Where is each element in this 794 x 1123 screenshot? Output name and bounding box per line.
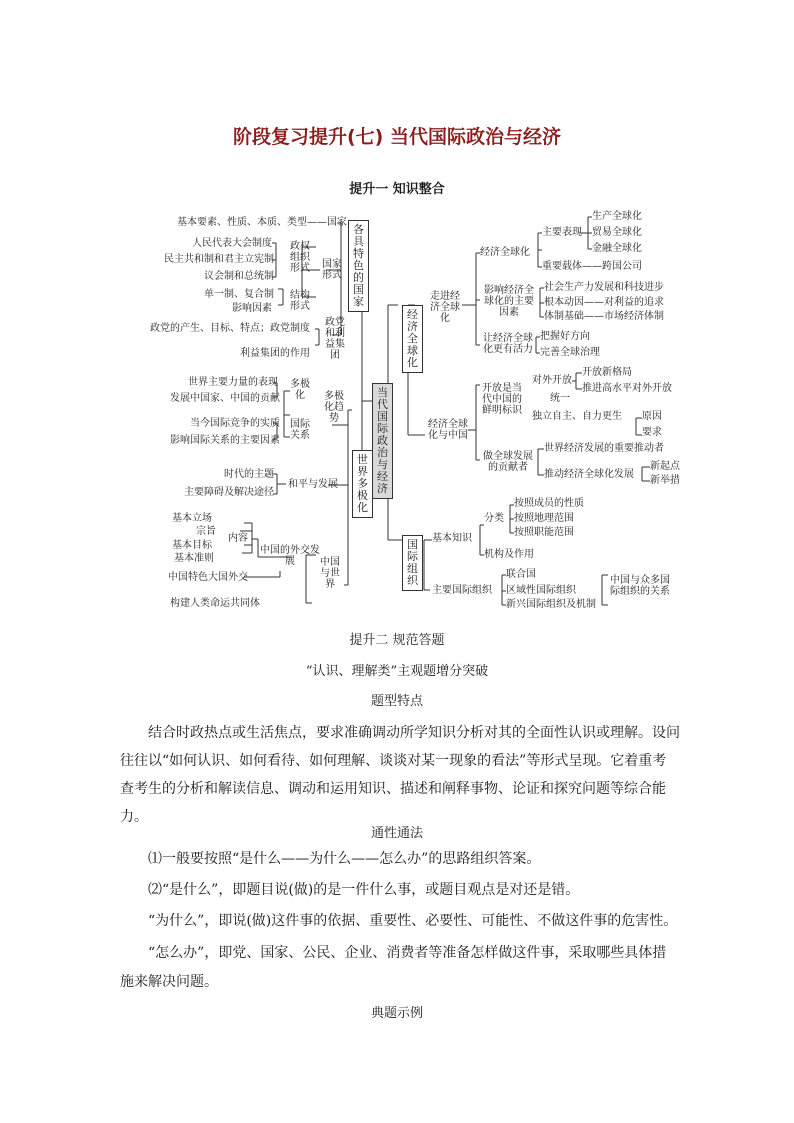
node-china-organizations: 中国与众多国际组织的关系 — [610, 575, 670, 597]
branch-economic-globalization: 经济全球化 — [402, 305, 423, 373]
node-by-member-nature: 按照成员的性质 — [514, 498, 584, 509]
node-self-reliance: 独立自主、自力更生 — [532, 411, 622, 422]
branch-international-organizations: 国际组织 — [402, 535, 423, 591]
section-heading-knowledge: 提升一 知识整合 — [349, 182, 445, 197]
node-regime-form: 政权组织形式 — [290, 241, 310, 274]
method-step-1: ⑴一般要按照“是什么——为什么——怎么办”的思路组织答案。 — [148, 851, 541, 867]
node-obstacles-solutions: 主要障碍及解决途径 — [184, 487, 274, 498]
node-multinationals: 重要载体——跨国公司 — [542, 261, 642, 272]
node-main-manifestations: 主要表现 — [542, 227, 582, 238]
node-root-motive: 根本动因——对利益的追求 — [544, 297, 664, 308]
node-opening-up: 对外开放 — [532, 375, 572, 386]
node-unitary-compound: 单一制、复合制 — [204, 289, 274, 300]
node-global-contributor: 做全球发展的贡献者 — [483, 451, 533, 473]
node-major-forces: 世界主要力量的表现 — [188, 377, 278, 388]
node-requirement: 要求 — [642, 427, 662, 438]
node-classification: 分类 — [484, 513, 504, 524]
node-state-form: 国家形式 — [322, 259, 342, 281]
node-shared-future: 构建人类命运共同体 — [170, 598, 260, 609]
node-right-direction: 把握好方向 — [540, 331, 590, 342]
heading-general-method: 通性通法 — [370, 826, 423, 841]
node-major-country-diplomacy: 中国特色大国外交 — [168, 572, 248, 583]
node-institutional-basis: 体制基础——市场经济体制 — [544, 311, 664, 322]
node-economic-driver: 世界经济发展的重要推动者 — [544, 443, 664, 454]
node-diplomacy-development: 中国的外交发展 — [260, 545, 320, 567]
node-promote-globalization: 推动经济全球化发展 — [544, 469, 634, 480]
node-peace-development: 和平与发展 — [288, 479, 338, 490]
document-title: 阶段复习提升(七) 当代国际政治与经济 — [233, 126, 561, 148]
node-basic-norms: 基本准则 — [174, 553, 214, 564]
node-productivity-tech: 社会生产力发展和科技进步 — [544, 282, 664, 293]
node-globalization-china: 经济全球化与中国 — [428, 419, 468, 441]
node-basic-stance: 基本立场 — [172, 513, 212, 524]
node-more-vitality: 让经济全球化更有活力 — [483, 333, 533, 355]
node-basic-goal: 基本目标 — [172, 540, 212, 551]
node-npc-system: 人民代表大会制度 — [192, 238, 272, 249]
node-parliament-president: 议会制和总统制 — [204, 271, 274, 282]
node-finance-globalization: 金融全球化 — [592, 243, 642, 254]
node-regional-organizations: 区域性国际组织 — [506, 585, 576, 596]
node-united-nations: 联合国 — [506, 569, 536, 580]
node-country-basics: 基本要素、性质、本质、类型——国家 — [177, 217, 347, 228]
node-multipolar: 多极化 — [290, 379, 310, 401]
node-republic-monarchy: 民主共和制和君主立宪制 — [164, 254, 274, 265]
node-multipolar-trend: 多极化趋势 — [324, 391, 344, 424]
node-new-measures: 新举措 — [650, 475, 680, 486]
heading-features: 题型特点 — [370, 694, 423, 709]
node-party-system: 政党的产生、目标、特点；政党制度 — [150, 323, 310, 334]
method-step-2: ⑵“是什么”，即题目说(做)的是一件什么事，或题目观点是对还是错。 — [148, 882, 580, 898]
node-global-governance: 完善全球治理 — [540, 347, 600, 358]
node-unity: 统一 — [550, 393, 570, 404]
node-relation-factors: 影响国际关系的主要因素 — [170, 435, 280, 446]
node-opening-identity: 开放是当代中国的鲜明标识 — [482, 383, 522, 416]
heading-example: 典题示例 — [370, 1006, 423, 1021]
node-globalization-factors: 影响经济全球化的主要因素 — [484, 285, 534, 318]
node-developing-countries: 发展中国家、中国的贡献 — [170, 393, 280, 404]
node-globalization: 经济全球化 — [480, 247, 530, 258]
node-structure-form: 结构形式 — [290, 290, 310, 312]
branch-countries: 各具特色的国家 — [348, 220, 369, 312]
node-international-relations: 国际关系 — [290, 419, 310, 441]
node-major-organizations: 主要国际组织 — [432, 585, 492, 596]
node-emerging-mechanisms: 新兴国际组织及机制 — [506, 599, 596, 610]
node-by-geography: 按照地理范围 — [514, 513, 574, 524]
node-reason: 原因 — [642, 411, 662, 422]
subheading-question-type: “认识、理解类”主观题增分突破 — [305, 664, 489, 679]
node-purpose: 宗旨 — [196, 526, 216, 537]
node-influence-factors: 影响因素 — [232, 303, 272, 314]
branch-multipolarity: 世界多极化 — [352, 450, 373, 518]
node-content: 内容 — [228, 533, 248, 544]
section-heading-answering: 提升二 规范答题 — [349, 633, 445, 648]
node-high-level-opening: 推进高水平对外开放 — [582, 383, 672, 394]
method-step-3: “为什么”，即说(做)这件事的依据、重要性、必要性、可能性、不做这件事的危害性。 — [148, 913, 678, 929]
root-node-contemporary-politics-economy: 当代国际政治与经济 — [372, 383, 393, 499]
node-production-globalization: 生产全球化 — [592, 211, 642, 222]
method-step-4: “怎么办”，即党、国家、公民、企业、消费者等准备怎样做这件事，采取哪些具体措施来解决问题。 — [120, 945, 667, 990]
node-into-globalization: 走进经济全球化 — [430, 291, 460, 324]
node-competition-essence: 当今国际竞争的实质 — [190, 418, 280, 429]
knowledge-mind-map — [140, 205, 700, 615]
paragraph-features: 结合时政热点或生活焦点，要求准确调动所学知识分析对其的全面性认识或理解。设问往往以“如何认识、如何看待、如何理解、谈谈对某一现象的看法”等形式呈现。它着重考查考生的分析和解读信息、调动和运用知识、描述和阐释事物、论证和探究问题等综合能力。 — [120, 725, 680, 825]
node-new-starting-point: 新起点 — [650, 461, 680, 472]
node-by-function: 按照职能范围 — [514, 527, 574, 538]
node-interest-groups: 利益集团的作用 — [240, 348, 310, 359]
node-new-pattern: 开放新格局 — [582, 367, 632, 378]
node-trade-globalization: 贸易全球化 — [592, 227, 642, 238]
node-basic-knowledge: 基本知识 — [432, 533, 472, 544]
node-structure-role: 机构及作用 — [484, 549, 534, 560]
node-parties-interest-groups: 政党和利益集团 — [325, 317, 345, 361]
node-theme-of-times: 时代的主题 — [224, 469, 274, 480]
node-china-and-world: 中国与世界 — [320, 557, 340, 590]
